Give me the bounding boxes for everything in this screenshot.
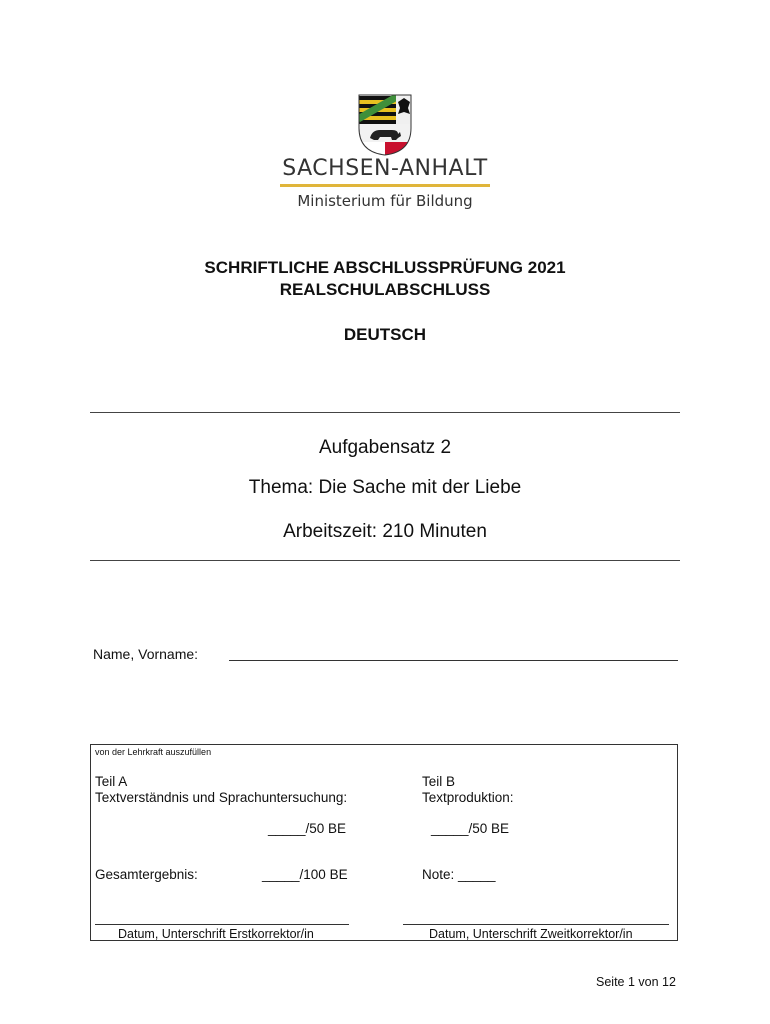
part-a-title: Teil A bbox=[95, 774, 128, 789]
divider-bottom bbox=[90, 560, 680, 561]
exam-subject: DEUTSCH bbox=[343, 325, 427, 344]
part-b-description: Textproduktion: bbox=[422, 790, 514, 805]
name-input-line[interactable] bbox=[229, 660, 678, 661]
page-number: Seite 1 von 12 bbox=[596, 975, 676, 989]
working-time: Arbeitszeit: 210 Minuten bbox=[283, 521, 487, 542]
part-a-description: Textverständnis und Sprachuntersuchung: bbox=[95, 790, 348, 805]
coat-of-arms-icon bbox=[358, 94, 412, 156]
part-b-score: _____/50 BE bbox=[431, 821, 510, 836]
grade-field: Note: _____ bbox=[422, 867, 496, 882]
part-a-score: _____/50 BE bbox=[268, 821, 347, 836]
brand-divider bbox=[280, 184, 490, 187]
signature-line-first bbox=[95, 924, 349, 925]
signature-label-first: Datum, Unterschrift Erstkorrektor/in bbox=[118, 927, 314, 941]
evaluation-box bbox=[90, 744, 678, 941]
total-label: Gesamtergebnis: bbox=[95, 867, 198, 882]
signature-line-second bbox=[403, 924, 669, 925]
exam-type: REALSCHULABSCHLUSS bbox=[279, 280, 491, 299]
state-name: SACHSEN-ANHALT bbox=[282, 156, 488, 181]
part-b-title: Teil B bbox=[422, 774, 456, 789]
divider-top bbox=[90, 412, 680, 413]
total-score: _____/100 BE bbox=[262, 867, 348, 882]
ministry-name: Ministerium für Bildung bbox=[297, 192, 473, 210]
exam-title: SCHRIFTLICHE ABSCHLUSSPRÜFUNG 2021 bbox=[204, 258, 566, 277]
exam-theme: Thema: Die Sache mit der Liebe bbox=[248, 477, 522, 498]
signature-label-second: Datum, Unterschrift Zweitkorrektor/in bbox=[429, 927, 633, 941]
teacher-note: von der Lehrkraft auszufüllen bbox=[95, 747, 212, 757]
task-set: Aufgabensatz 2 bbox=[318, 437, 452, 458]
name-label: Name, Vorname: bbox=[93, 646, 199, 662]
